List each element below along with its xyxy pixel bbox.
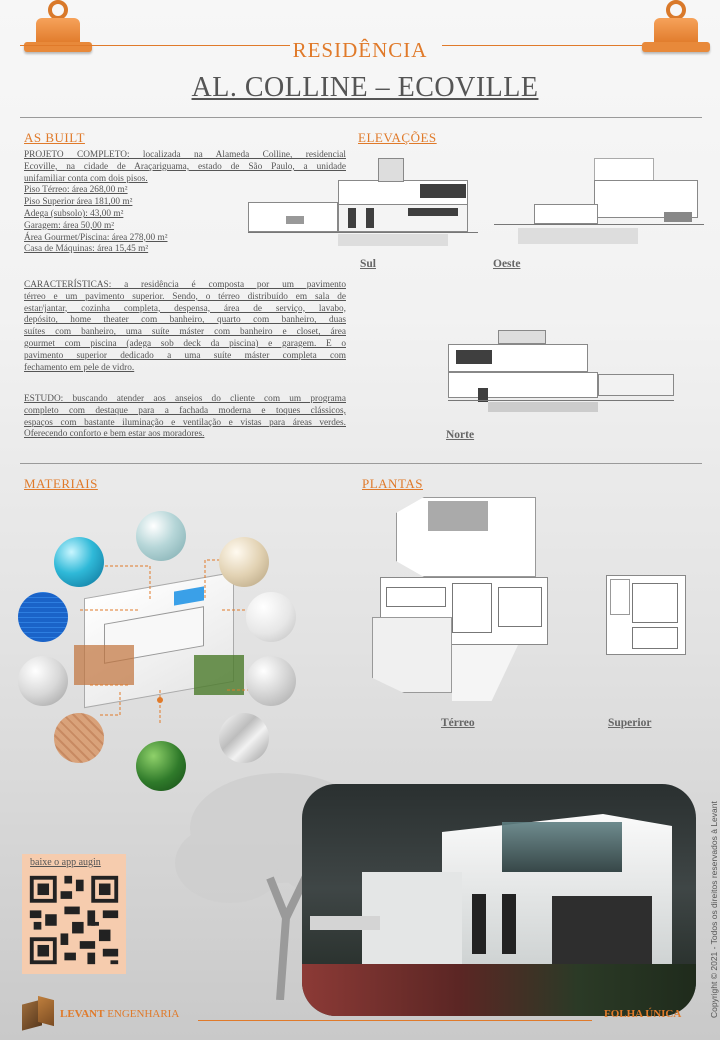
exterior-render-image bbox=[302, 784, 696, 1016]
levant-logo-icon bbox=[22, 998, 54, 1028]
plan-upper-floor-drawing bbox=[606, 575, 686, 655]
elevation-north-drawing bbox=[448, 330, 674, 414]
material-pool-tile-icon bbox=[18, 592, 68, 642]
material-pool-water-icon bbox=[54, 537, 104, 587]
elevation-label-oeste: Oeste bbox=[493, 258, 521, 270]
qr-code-panel[interactable] bbox=[22, 854, 126, 974]
header-divider bbox=[20, 117, 702, 118]
text-line: espaços com bastante iluminação e ventilação e vistas para áreas verdes. bbox=[24, 417, 346, 428]
brand-name-rest: ENGENHARIA bbox=[104, 1008, 180, 1020]
text-line: gourmet com piscina (adega sob deck da piscina) e garagem. E o bbox=[24, 338, 346, 349]
text-line: fechamento em pele de vidro. bbox=[24, 362, 135, 373]
text-line: CARACTERÍSTICAS: a residência é composta por um pavimento bbox=[24, 280, 346, 290]
text-line: Ecoville, na cidade de Araçariguama, estado de São Paulo, a unidade bbox=[24, 161, 346, 172]
material-white-glass-icon bbox=[246, 592, 296, 642]
material-metal-icon bbox=[219, 713, 269, 763]
text-line: Adega (subsolo): 43,00 m² bbox=[24, 208, 124, 219]
as-built-features-text bbox=[24, 280, 346, 374]
page-title: RESIDÊNCIA bbox=[292, 38, 428, 62]
middle-divider bbox=[20, 463, 702, 464]
elevation-label-norte: Norte bbox=[446, 429, 475, 441]
text-line: depósito, home theater com banheiro, quarto com banheiro, duas bbox=[24, 315, 346, 326]
plan-label-superior: Superior bbox=[608, 717, 652, 729]
material-paver-icon bbox=[54, 713, 104, 763]
material-concrete-icon bbox=[246, 656, 296, 706]
qr-code-icon bbox=[26, 872, 122, 968]
text-line: Oferecendo conforto e bem estar aos moradores. bbox=[24, 429, 205, 440]
elevation-label-sul: Sul bbox=[360, 258, 376, 270]
text-line: ESTUDO: buscando atender aos anseios do cliente com um programa bbox=[24, 394, 346, 404]
copyright-text: Copyright © 2021 - Todos os direitos reservados à Levant bbox=[709, 801, 719, 1018]
material-stone-beige-icon bbox=[219, 537, 269, 587]
as-built-heading: AS BUILT bbox=[24, 130, 85, 145]
text-line: completo com destaque para a fachada moderna e toques clássicos, bbox=[24, 405, 346, 416]
plan-label-terreo: Térreo bbox=[441, 717, 475, 729]
brand-name bbox=[60, 1008, 179, 1020]
text-line: pavimento superior dedicado a uma suíte máster completa com bbox=[24, 350, 346, 361]
plan-ground-floor-drawing bbox=[372, 497, 552, 701]
text-line: Área Gourmet/Piscina: área 278,00 m² bbox=[24, 232, 168, 243]
text-line: térreo e um pavimento superior. Sendo, o térreo distribuído em sala de bbox=[24, 291, 346, 302]
material-glass-icon bbox=[136, 511, 186, 561]
elevation-west-drawing bbox=[494, 158, 704, 248]
text-line: Casa de Máquinas: área 15,45 m² bbox=[24, 244, 149, 255]
material-granite-icon bbox=[18, 656, 68, 706]
text-line: Piso Superior área 181,00 m² bbox=[24, 197, 133, 208]
materials-heading: MATERIAIS bbox=[24, 476, 98, 491]
text-line: PROJETO COMPLETO: localizada na Alameda Colline, residencial bbox=[24, 150, 346, 160]
plans-heading: PLANTAS bbox=[362, 476, 423, 491]
elevations-heading: ELEVAÇÕES bbox=[358, 130, 437, 145]
text-line: suítes com banheiro, uma suíte máster com banheiro e closet, área bbox=[24, 327, 346, 338]
qr-caption: baixe o app augin bbox=[30, 857, 101, 868]
project-name: AL. COLLINE – ECOVILLE bbox=[191, 72, 539, 103]
as-built-study-text bbox=[24, 394, 346, 441]
sheet-label: FOLHA ÚNICA bbox=[604, 1008, 682, 1020]
brand-name-bold: LEVANT bbox=[60, 1008, 105, 1020]
text-line: estar/jantar, cozinha completa, despensa, área de serviço, lavabo, bbox=[24, 303, 346, 314]
text-line: unifamiliar conta com dois pisos. bbox=[24, 173, 148, 184]
footer-rule bbox=[198, 1020, 592, 1021]
text-line: Garagem: área 50,00 m² bbox=[24, 220, 115, 231]
elevation-south-drawing bbox=[248, 158, 478, 248]
text-line: Piso Térreo: área 268,00 m² bbox=[24, 185, 128, 196]
